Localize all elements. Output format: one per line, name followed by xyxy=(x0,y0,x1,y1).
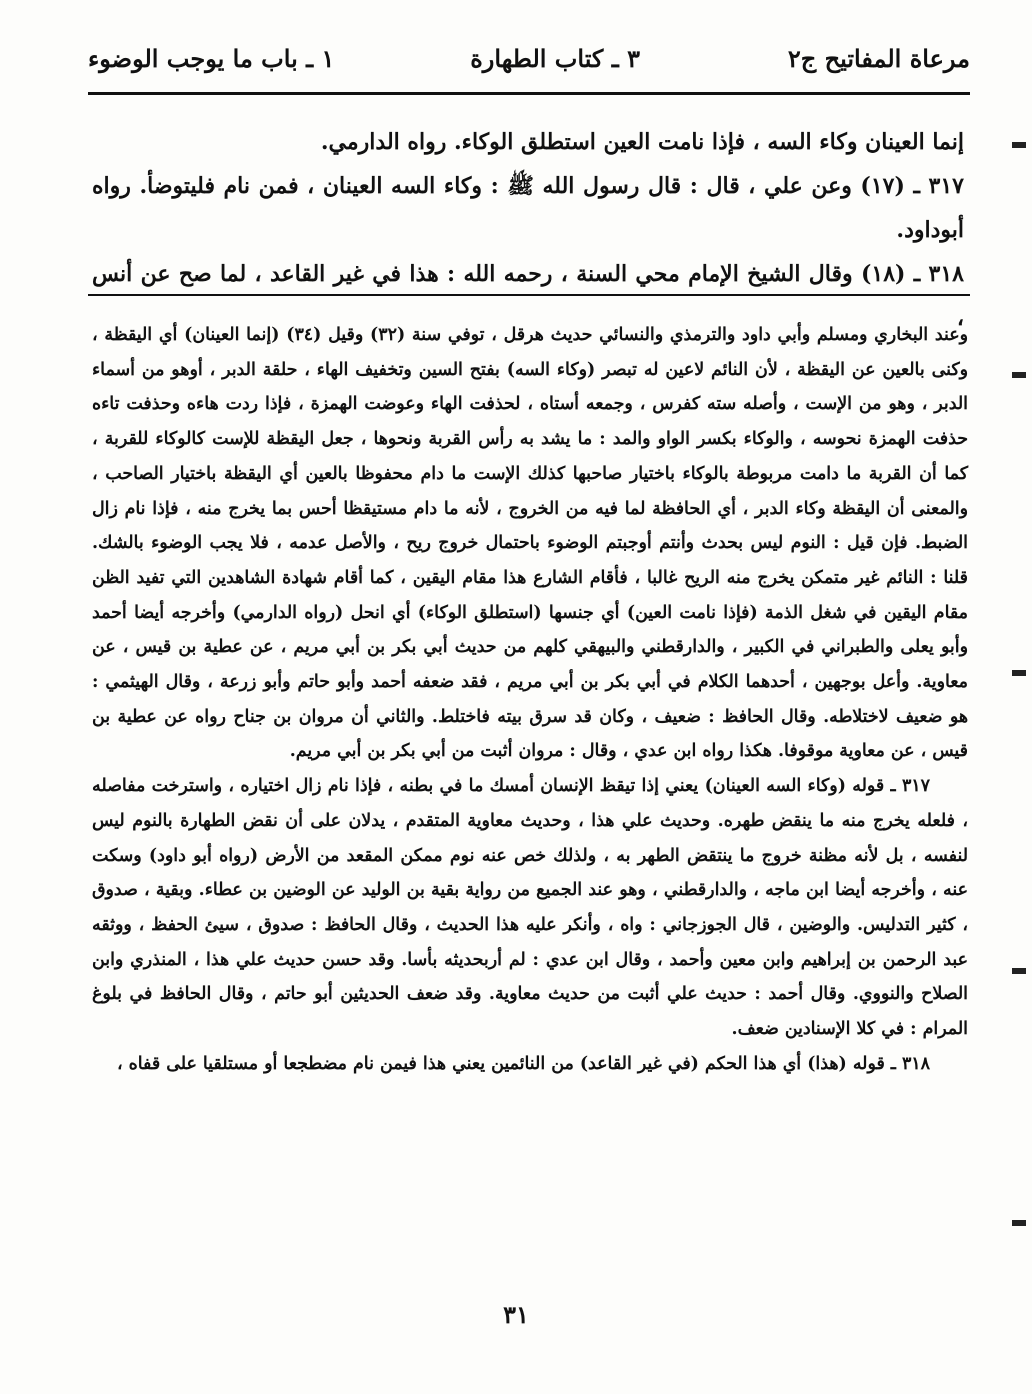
scan-edge-mark xyxy=(1012,372,1026,378)
header-chapter: ٣ ـ كتاب الطهارة xyxy=(470,44,640,73)
commentary-paragraph: ٣١٨ ـ قوله (هذا) أي هذا الحكم (في غير القاعد) من النائمين يعني هذا فيمن نام مضطجعا أو مستلقيا على قفاه ، xyxy=(116,1053,930,1074)
commentary-divider xyxy=(88,294,970,296)
commentary xyxy=(92,318,968,1081)
header-rule xyxy=(88,92,970,95)
scan-edge-mark xyxy=(1012,670,1026,676)
scan-edge-mark xyxy=(1012,968,1026,974)
hadith-line: ٣١٨ ـ (١٨) وقال الشيخ الإمام محي السنة ، رحمه الله : هذا في غير القاعد ، لما صح عن أنس ، xyxy=(92,261,964,331)
header-book-title: مرعاة المفاتيح ج٢ xyxy=(787,44,970,73)
scan-edge-mark xyxy=(1012,1220,1026,1226)
hadith-text xyxy=(92,120,964,340)
hadith-line: ٣١٧ ـ (١٧) وعن علي ، قال : قال رسول الله ﷺ : وكاء السه العينان ، فمن نام فليتوضأ. رواه أبوداود. xyxy=(92,173,964,243)
commentary-paragraph: ٣١٧ ـ قوله (وكاء السه العينان) يعني إذا تيقظ الإنسان أمسك ما في بطنه ، فإذا نام زال اختياره ، واسترخت مفاصله ، فلعله يخرج منه ما ينقض طهره. وحديث علي هذا ، وحديث معاوية المتقدم ، يدلان على أن نقض الطهارة بالنوم ليس لنفسه ، بل لأنه مظنة خروج ما ينتقض الطهر به ، ولذلك خص عنه نوم ممكن المقعد من الأرض (رواه أبو داود) وسكت عنه ، وأخرجه أيضا ابن ماجه ، والدارقطني ، وهو عند الجميع من رواية بقية بن الوليد عن الوضين بن عطاء. وبقية ، صدوق ، كثير التدليس. والوضين ، قال الجوزجاني : واه ، وأنكر عليه هذا الحديث ، وقال الحافظ : صدوق ، سيئ الحفظ ، ووثقه عبد الرحمن بن إبراهيم وابن معين وأحمد ، وقال ابن عدي : لم أربحديثه بأسا. وقد حسن حديث علي هذا ، المنذري وابن الصلاح والنووي. وقال أحمد : حديث علي أثبت من حديث معاوية. وقد ضعف الحديثين أبو حاتم ، وقال الحافظ في بلوغ المرام : في كلا الإسنادين ضعف. xyxy=(92,776,968,1040)
page-number: ٣١ xyxy=(503,1300,529,1329)
header-section: ١ ـ باب ما يوجب الوضوء xyxy=(88,44,335,73)
commentary-paragraph: وعند البخاري ومسلم وأبي داود والترمذي والنسائي حديث هرقل ، توفي سنة (٣٢) وقيل (٣٤) (إنما العينان) أي اليقظة ، وكنى بالعين عن اليقظة ، لأن النائم لاعين له تبصر (وكاء السه) بفتح السين وتخفيف الهاء ، حلقة الدبر ، أوهو من أسماء الدبر ، وهو من الإست ، وأصله سته كفرس ، وجمعه أستاه ، لحذفت الهاء وعوضت الهمزة ، فإذا ردت هاءه وحذفت تاءه حذفت الهمزة نحوسه ، والوكاء بكسر الواو والمد : ما يشد به رأس القربة ونحوها ، جعل اليقظة للإست كالوكاء للقربة ، كما أن القربة ما دامت مربوطة بالوكاء باختيار صاحبها كذلك الإست ما دام محفوظا بالعين أي اليقظة باختيار الصاحب ، والمعنى أن اليقظة وكاء الدبر ، أي الحافظة لما فيه من الخروج ، لأنه ما دام مستيقظا أحس بما يخرج منه ، فإذا نام زال الضبط. فإن قيل : النوم ليس بحدث وأنتم أوجبتم الوضوء باحتمال خروج ريح ، والأصل عدمه ، فلا يجب الوضوء بالشك. قلنا : النائم غير متمكن يخرج منه الريح غالبا ، فأقام الشارع هذا مقام اليقين ، كما أقام شهادة الشاهدين التي تفيد الظن مقام اليقين في شغل الذمة (فإذا نامت العين) أي جنسها (استطلق الوكاء) أي انحل (رواه الدارمي) وأخرجه أيضا أحمد وأبو يعلى والطبراني في الكبير ، والدارقطني والبيهقي كلهم من حديث أبي بكر بن أبي مريم ، عن عطية بن قيس ، عن معاوية. وأعل بوجهين ، أحدهما الكلام في أبي بكر بن أبي مريم ، فقد ضعفه أحمد وأبو حاتم وأبو زرعة ، وقال الهيثمي : هو ضعيف لاختلاطه. وقال الحافظ : ضعيف ، وكان قد سرق بيته فاختلط. والثاني أن مروان بن جناح رواه عن عطية بن قيس ، عن معاوية موقوفا. هكذا رواه ابن عدي ، وقال : مروان أثبت من أبي بكر بن أبي مريم. xyxy=(92,325,969,762)
scan-edge-mark xyxy=(1012,142,1026,148)
running-header xyxy=(88,38,970,86)
hadith-line: إنما العينان وكاء السه ، فإذا نامت العين استطلق الوكاء. رواه الدارمي. xyxy=(320,129,964,155)
